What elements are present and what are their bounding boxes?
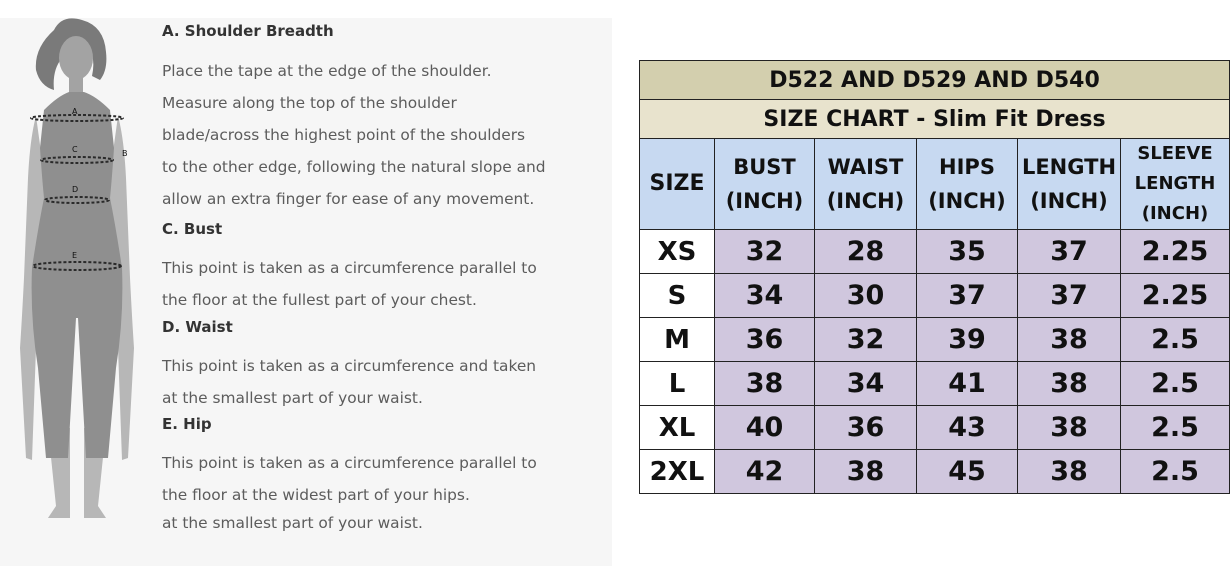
size-cell: M: [640, 318, 715, 362]
header-length: LENGTH (INCH): [1018, 139, 1121, 230]
hips-cell: 35: [917, 230, 1018, 274]
section-text-bust: This point is taken as a circumference parallel to the floor at the fullest part of your chest.: [162, 259, 537, 309]
table-row: [640, 362, 1230, 406]
label-e: E: [72, 251, 78, 260]
body-silhouette-illustration: [12, 18, 142, 528]
sleeve-cell: 2.5: [1121, 362, 1230, 406]
size-chart-header-row: [640, 139, 1230, 230]
length-cell: 38: [1018, 318, 1121, 362]
hips-cell: 41: [917, 362, 1018, 406]
sleeve-cell: 2.5: [1121, 406, 1230, 450]
size-cell: S: [640, 274, 715, 318]
sleeve-cell: 2.25: [1121, 230, 1230, 274]
table-row: [640, 406, 1230, 450]
waist-cell: 32: [815, 318, 917, 362]
size-chart-title: D522 AND D529 AND D540: [640, 61, 1230, 100]
size-cell: XS: [640, 230, 715, 274]
waist-cell: 38: [815, 450, 917, 494]
section-text-shoulder: Place the tape at the edge of the shoulder. Measure along the top of the shoulder blade/across the highest point of the shoulders to the other edge, following the natural slope and allow an extra finger for ease of any movement.: [162, 62, 546, 208]
bust-cell: 42: [715, 450, 815, 494]
length-cell: 38: [1018, 450, 1121, 494]
hips-cell: 37: [917, 274, 1018, 318]
bust-cell: 34: [715, 274, 815, 318]
header-sleeve-length: SLEEVE LENGTH (INCH): [1121, 139, 1230, 230]
size-cell: XL: [640, 406, 715, 450]
measurement-guide-panel: [0, 18, 612, 566]
length-cell: 37: [1018, 230, 1121, 274]
size-chart-table: [639, 60, 1230, 494]
waist-cell: 28: [815, 230, 917, 274]
waist-cell: 36: [815, 406, 917, 450]
size-chart-title-row: [640, 61, 1230, 100]
table-row: [640, 450, 1230, 494]
length-cell: 38: [1018, 362, 1121, 406]
header-waist: WAIST (INCH): [815, 139, 917, 230]
section-heading-bust: C. Bust: [162, 220, 223, 238]
section-text-hip: This point is taken as a circumference parallel to the floor at the widest part of your hips. at the smallest part of your waist.: [162, 454, 537, 532]
header-size: SIZE: [640, 139, 715, 230]
label-b: B: [122, 149, 128, 158]
bust-cell: 40: [715, 406, 815, 450]
hips-cell: 45: [917, 450, 1018, 494]
table-row: [640, 274, 1230, 318]
section-heading-waist: D. Waist: [162, 318, 233, 336]
section-heading-hip: E. Hip: [162, 415, 212, 433]
bust-cell: 36: [715, 318, 815, 362]
hips-cell: 43: [917, 406, 1018, 450]
waist-cell: 34: [815, 362, 917, 406]
size-chart-subtitle: SIZE CHART - Slim Fit Dress: [640, 100, 1230, 139]
hips-cell: 39: [917, 318, 1018, 362]
table-row: [640, 318, 1230, 362]
waist-cell: 30: [815, 274, 917, 318]
sleeve-cell: 2.5: [1121, 318, 1230, 362]
label-d: D: [72, 185, 79, 194]
bust-cell: 38: [715, 362, 815, 406]
length-cell: 38: [1018, 406, 1121, 450]
sleeve-cell: 2.5: [1121, 450, 1230, 494]
size-chart-subtitle-row: [640, 100, 1230, 139]
label-a: A: [72, 107, 78, 116]
header-bust: BUST (INCH): [715, 139, 815, 230]
bust-cell: 32: [715, 230, 815, 274]
length-cell: 37: [1018, 274, 1121, 318]
body-figure: [12, 18, 142, 528]
label-c: C: [72, 145, 78, 154]
section-text-waist: This point is taken as a circumference and taken at the smallest part of your waist.: [162, 357, 537, 407]
size-cell: 2XL: [640, 450, 715, 494]
table-row: [640, 230, 1230, 274]
sleeve-cell: 2.25: [1121, 274, 1230, 318]
section-heading-shoulder: A. Shoulder Breadth: [162, 22, 334, 40]
header-hips: HIPS (INCH): [917, 139, 1018, 230]
size-cell: L: [640, 362, 715, 406]
